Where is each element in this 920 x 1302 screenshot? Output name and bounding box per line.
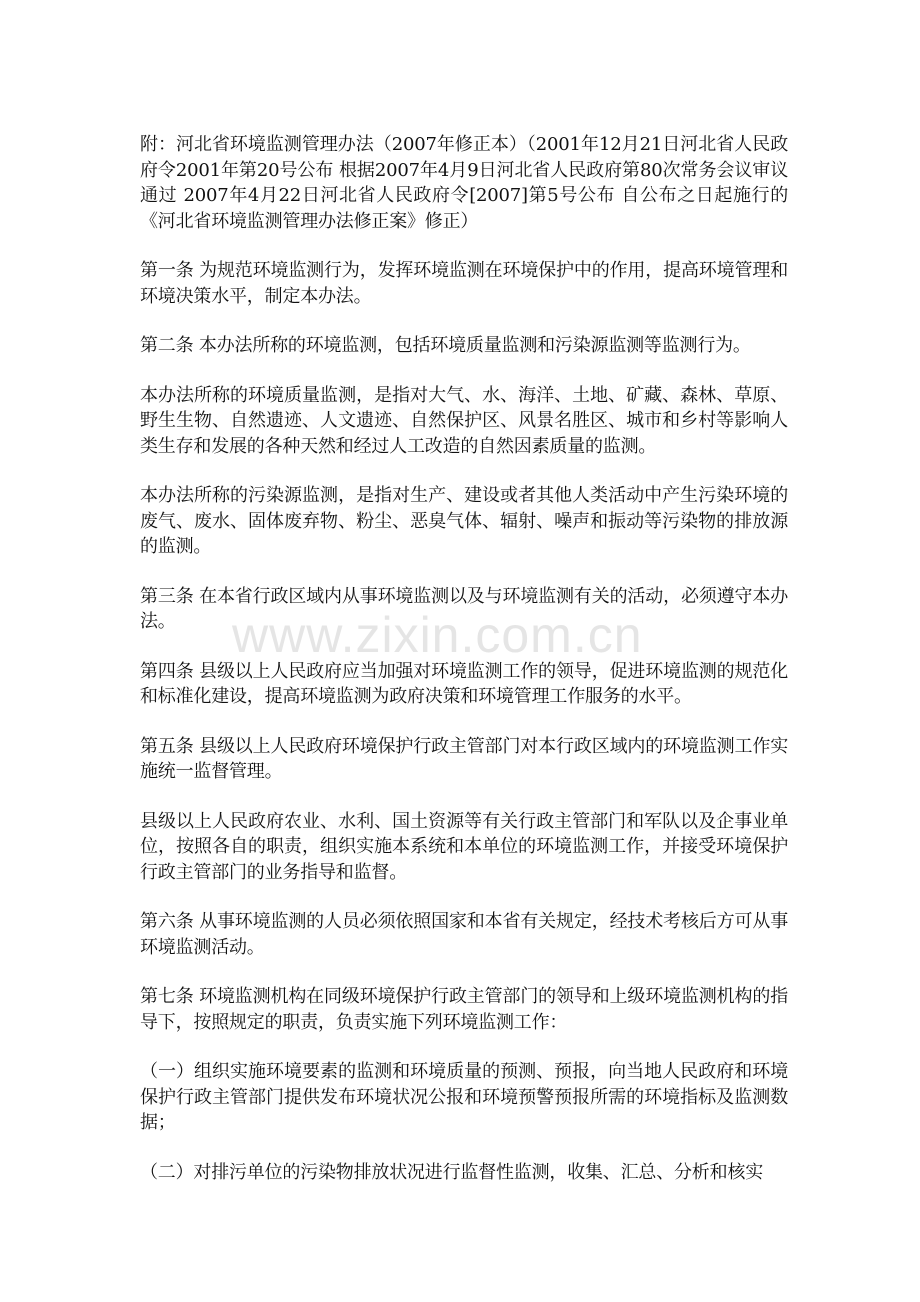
document-body	[140, 132, 788, 1209]
article-4: 第四条 县级以上人民政府应当加强对环境监测工作的领导，促进环境监测的规范化和标准化建设，提高环境监测为政府决策和环境管理工作服务的水平。	[140, 660, 788, 707]
article-5-paragraph-2: 县级以上人民政府农业、水利、国土资源等有关行政主管部门和军队以及企事业单位，按照各自的职责，组织实施本系统和本单位的环境监测工作，并接受环境保护行政主管部门的业务指导和监督。	[140, 810, 788, 883]
article-7: 第七条 环境监测机构在同级环境保护行政主管部门的领导和上级环境监测机构的指导下，按照规定的职责，负责实施下列环境监测工作：	[140, 986, 788, 1033]
article-7-item-1: （一）组织实施环境要素的监测和环境质量的预测、预报，向当地人民政府和环境保护行政主管部门提供发布环境状况公报和环境预警预报所需的环境指标及监测数据；	[140, 1061, 788, 1133]
article-3: 第三条 在本省行政区域内从事环境监测以及与环境监测有关的活动，必须遵守本办法。	[140, 585, 788, 632]
article-5: 第五条 县级以上人民政府环境保护行政主管部门对本行政区域内的环境监测工作实施统一监督管理。	[140, 735, 788, 782]
article-1: 第一条 为规范环境监测行为，发挥环境监测在环境保护中的作用，提高环境管理和环境决策水平，制定本办法。	[140, 260, 788, 307]
article-2-env-quality-definition: 本办法所称的环境质量监测，是指对大气、水、海洋、土地、矿藏、森林、草原、野生生物、自然遗迹、人文遗迹、自然保护区、风景名胜区、城市和乡村等影响人类生存和发展的各种天然和经过人工改造的自然因素质量的监测。	[140, 384, 788, 457]
document-preamble: 附：河北省环境监测管理办法（2007年修正本）（2001年12月21日河北省人民政府令2001年第20号公布 根据2007年4月9日河北省人民政府第80次常务会议审议通过 2007年4月22日河北省人民政府令[2007]第5号公布 自公布之日起施行的《河北省环境监测管理办法修正案》修正）	[140, 134, 788, 232]
article-7-item-2: （二）对排污单位的污染物排放状况进行监督性监测，收集、汇总、分析和核实	[140, 1161, 763, 1183]
article-6: 第六条 从事环境监测的人员必须依照国家和本省有关规定，经技术考核后方可从事环境监测活动。	[140, 911, 788, 958]
article-2: 第二条 本办法所称的环境监测，包括环境质量监测和污染源监测等监测行为。	[140, 335, 751, 356]
watermark: www.zixin.com.cn	[232, 607, 643, 663]
article-2-pollution-source-definition: 本办法所称的污染源监测，是指对生产、建设或者其他人类活动中产生污染环境的废气、废水、固体废弃物、粉尘、恶臭气体、辐射、噪声和振动等污染物的排放源的监测。	[140, 485, 788, 557]
